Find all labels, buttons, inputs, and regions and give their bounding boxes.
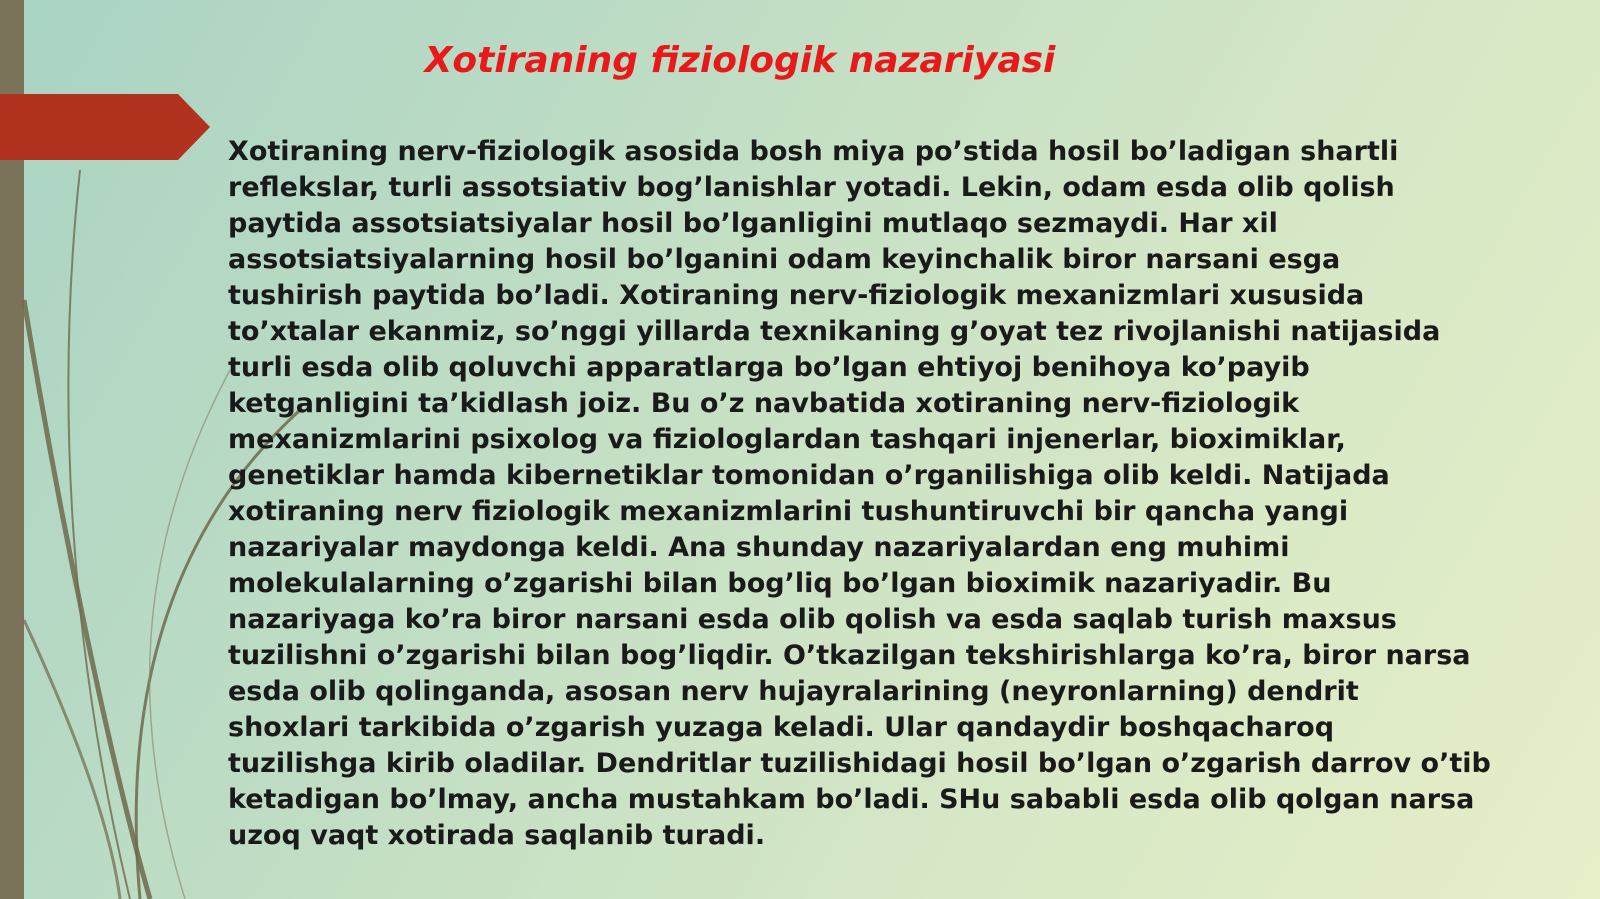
- body-line: shoxlari tarkibida o’zgarish yuzaga keladi. Ular qandaydir boshqacharoq: [228, 712, 1335, 743]
- body-line: ketadigan bo’lmay, ancha mustahkam bo’ladi. SHu sababli esda olib qolgan narsa: [228, 784, 1475, 815]
- body-line: assotsiatsiyalarning hosil bo’lganini odam keyinchalik biror narsani esga: [228, 244, 1341, 275]
- body-line: Xotiraning nerv-fiziologik asosida bosh miya po’stida hosil bo’ladigan shartli: [228, 136, 1399, 167]
- body-line: paytida assotsiatsiyalar hosil bo’lganligini mutlaqo sezmaydi. Har xil: [228, 208, 1278, 239]
- deco-curve-1: [24, 300, 150, 899]
- body-line: nazariyaga ko’ra biror narsani esda olib qolish va esda saqlab turish maxsus: [228, 604, 1397, 635]
- body-line: molekulalarning o’zgarishi bilan bog’liq bo’lgan bioximik nazariyadir. Bu: [228, 568, 1332, 599]
- body-line: genetiklar hamda kibernetiklar tomonidan o’rganilishiga olib keldi. Natijada: [228, 460, 1390, 491]
- body-line: turli esda olib qoluvchi apparatlarga bo’lgan ehtiyoj benihoya ko’payib: [228, 352, 1310, 383]
- body-line: tuzilishni o’zgarishi bilan bog’liqdir. O’tkazilgan tekshirishlarga ko’ra, biror narsa: [228, 640, 1471, 671]
- body-paragraph: [228, 134, 1491, 854]
- body-line: tushirish paytida bo’ladi. Xotiraning nerv-fiziologik mexanizmlari xususida: [228, 280, 1365, 311]
- red-accent-tab: [0, 94, 210, 160]
- body-line: to’xtalar ekanmiz, so’nggi yillarda texnikaning g’oyat tez rivojlanishi natijasida: [228, 316, 1441, 347]
- deco-curve-5: [24, 620, 120, 899]
- body-line: xotiraning nerv fiziologik mexanizmlarini tushuntiruvchi bir qancha yangi: [228, 496, 1349, 527]
- body-line: tuzilishga kirib oladilar. Dendritlar tuzilishidagi hosil bo’lgan o’zgarish darrov o’tib: [228, 748, 1491, 779]
- body-line: ketganligini ta’kidlash joiz. Bu o’z navbatida xotiraning nerv-fiziologik: [228, 388, 1300, 419]
- body-line: uzoq vaqt xotirada saqlanib turadi.: [228, 820, 766, 851]
- body-line: esda olib qolinganda, asosan nerv hujayralarining (neyronlarning) dendrit: [228, 676, 1359, 707]
- body-line: mexanizmlarini psixolog va fiziologlardan tashqari injenerlar, bioximiklar,: [228, 424, 1346, 455]
- body-line: nazariyalar maydonga keldi. Ana shunday nazariyalardan eng muhimi: [228, 532, 1290, 563]
- slide-title: Xotiraning fiziologik nazariyasi: [424, 40, 1056, 81]
- body-line: reflekslar, turli assotsiativ bog’lanishlar yotadi. Lekin, odam esda olib qolish: [228, 172, 1395, 203]
